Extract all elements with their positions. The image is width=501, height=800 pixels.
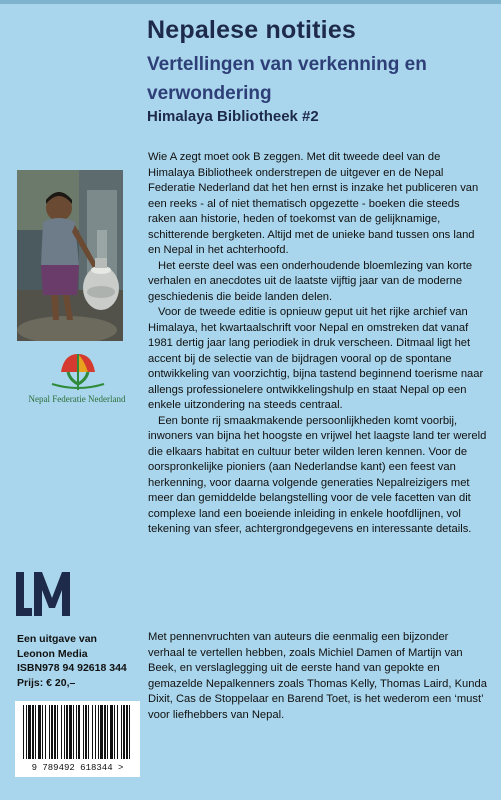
barcode-bar bbox=[54, 705, 56, 759]
barcode-bar bbox=[64, 705, 65, 759]
nepal-federatie-logo bbox=[12, 350, 142, 410]
barcode-bar bbox=[83, 705, 84, 759]
barcode-bar bbox=[95, 705, 96, 759]
barcode-bar bbox=[92, 705, 93, 759]
barcode-bar bbox=[23, 705, 24, 759]
barcode-bar bbox=[107, 705, 108, 759]
book-subtitle: Vertellingen van verkenning en verwondering bbox=[147, 54, 427, 104]
publisher-line: Een uitgave van bbox=[17, 633, 97, 645]
leonon-media-logo bbox=[14, 568, 72, 620]
barcode-bar bbox=[98, 705, 99, 759]
barcode-bar bbox=[38, 705, 41, 759]
barcode-bar bbox=[45, 705, 46, 759]
barcode-bar bbox=[123, 705, 125, 759]
book-title: Nepalese notities bbox=[147, 16, 357, 44]
photo-illustration bbox=[17, 170, 123, 341]
barcode-bar bbox=[35, 705, 36, 759]
cover-photo bbox=[17, 170, 123, 341]
isbn: ISBN978 94 92618 344 bbox=[17, 662, 127, 674]
series-name: Himalaya Bibliotheek #2 bbox=[147, 108, 319, 125]
lm-logo-icon bbox=[14, 568, 72, 620]
barcode-bar bbox=[26, 705, 27, 759]
publisher-name: Leonon Media bbox=[17, 647, 88, 660]
barcode-bar bbox=[51, 705, 53, 759]
barcode-bar bbox=[85, 705, 87, 759]
barcode bbox=[15, 701, 140, 777]
umbrella-icon bbox=[12, 350, 142, 394]
barcode-bar bbox=[100, 705, 103, 759]
nepal-federatie-logo-text: Nepal Federatie Nederland bbox=[28, 394, 126, 404]
barcode-bar bbox=[88, 705, 89, 759]
barcode-bar bbox=[78, 705, 80, 759]
barcode-bar bbox=[76, 705, 77, 759]
blurb-paragraph: Een bonte rij smaakmakende persoonlijkheden komt voorbij, inwoners van bijna het hoogste en vrijwel het laagste land ter wereld die elkaars habitat en cultuur beter wilden leren kennen. Voor de oorspronkelijke pioniers (aan Nederlandse kant) een feest van herkenning, voor daarna volgende generaties Nepalreizigers met meer dan gemiddelde belangstelling voor de vele facetten van dit complexe land een boeiende inleiding in enkele hoofdlijnen, vol tekening van sfeer, achtergrondgegevens en interessante details. bbox=[148, 414, 487, 535]
barcode-bar bbox=[73, 705, 74, 759]
barcode-bar bbox=[61, 705, 62, 759]
barcode-bar bbox=[69, 705, 72, 759]
barcode-bar bbox=[42, 705, 43, 759]
barcode-bar bbox=[121, 705, 122, 759]
price: Prijs: € 20,– bbox=[17, 676, 76, 689]
barcode-bar bbox=[28, 705, 31, 759]
barcode-bar bbox=[32, 705, 34, 759]
barcode-bar bbox=[104, 705, 106, 759]
blurb bbox=[148, 150, 488, 721]
barcode-bar bbox=[57, 705, 58, 759]
barcode-digits: 9 789492 618344 > bbox=[31, 763, 124, 773]
blurb-paragraph: Het eerste deel was een onderhoudende bloemlezing van korte verhalen en anecdotes uit de laatste vijftig jaar van de moderne geschiedenis die beide landen delen. bbox=[148, 259, 473, 303]
barcode-bar bbox=[114, 705, 115, 759]
barcode-bar bbox=[117, 705, 118, 759]
blurb-paragraph: Wie A zegt moet ook B zeggen. Met dit tweede deel van de Himalaya Bibliotheek onderstrepen de uitgever en de Nepal Federatie Nederland dat het hen ernst is inzake het publiceren van een reeks - al of niet thematisch opgezette - boeken die steeds raken aan historie, heden of toekomst van de gelijknamige, schitterende bergketen. Altijd met de unieke band tussen ons land en Nepal in het achterhoofd. bbox=[148, 151, 479, 256]
barcode-bar bbox=[66, 705, 68, 759]
barcode-bars bbox=[15, 701, 140, 763]
blurb-paragraph: Met pennenvruchten van auteurs die eenmalig een bijzonder verhaal te vertellen hebben, zoals Michiel Damen of Martijn van Beek, en verslaglegging uit de eerste hand van gepokte en gemazelde Nepalkenners zoals Thomas Kelly, Thomas Laird, Kunda Dixit, Cas de Stoppelaar en Barend Toet, is het wederom een ‘must’ voor liefhebbers van Nepal. bbox=[148, 631, 487, 721]
barcode-bar bbox=[110, 705, 113, 759]
barcode-bar bbox=[129, 705, 130, 759]
top-band bbox=[0, 0, 501, 4]
publisher-info bbox=[17, 632, 142, 690]
barcode-bar bbox=[126, 705, 128, 759]
barcode-bar bbox=[49, 705, 50, 759]
blurb-paragraph: Voor de tweede editie is opnieuw geput uit het rijke archief van Himalaya, het kwartaalschrift voor Nepal en omstreken dat vanaf 1981 dertig jaar lang periodiek in druk verscheen. Ditmaal ligt het accent bij de selectie van de bijdragen vooral op de spontane ontwikkeling van voorzichtig, bijna tastend beginnend toerisme naar allengs professionelere ontwikkelingshulp en staat Nepal op een enkele uitzondering na steeds centraal. bbox=[148, 306, 484, 411]
